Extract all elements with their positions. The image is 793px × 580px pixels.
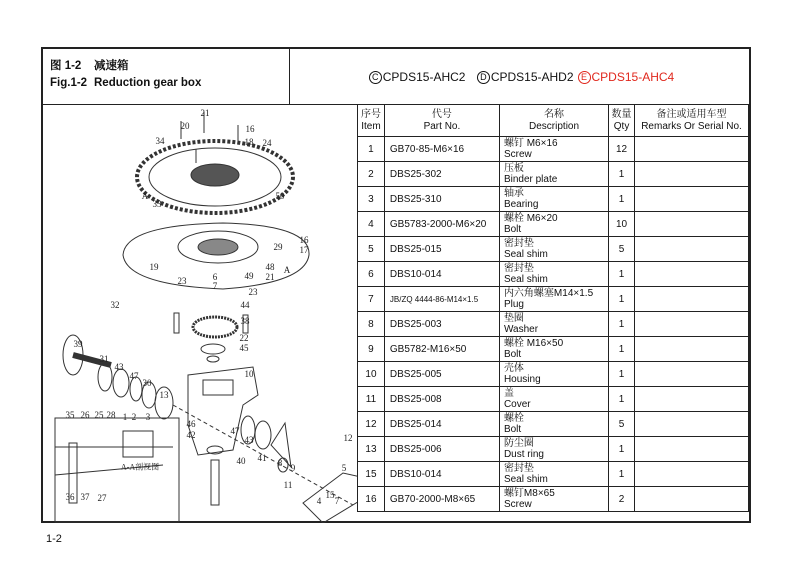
part-number: DBS10-014 [384,262,499,287]
remarks [634,212,748,237]
callout-number: 16 [245,124,255,134]
parts-table [357,104,749,512]
callout-number: 41 [257,453,267,463]
item-number: 11 [358,387,385,412]
remarks [634,137,748,162]
description: 螺钉 M6×16 Screw [499,137,608,162]
exploded-diagram [43,105,357,523]
col-part-no: 代号 Part No. [384,105,499,137]
table-row [358,462,749,487]
table-row [358,137,749,162]
callout-number: 24 [262,138,272,148]
table-row [358,187,749,212]
part-number: DBS25-005 [384,362,499,387]
part-number: DBS25-310 [384,187,499,212]
callout-number: 8 [277,458,283,468]
callout-number: 6 [212,272,218,282]
table-row [358,487,749,512]
callout-number: 50 [275,191,285,201]
callout-number: 35 [65,410,75,420]
title-cn: 减速箱 [94,60,129,72]
table-row [358,237,749,262]
part-number: DBS25-302 [384,162,499,187]
table-row [358,262,749,287]
callout-number: 37 [80,492,90,502]
table-row [358,212,749,237]
description: 螺栓 M16×50 Bolt [499,337,608,362]
model-list [290,49,749,105]
callout-number: 23 [248,287,258,297]
item-number: 3 [358,187,385,212]
remarks [634,362,748,387]
callout-number: 11 [283,480,293,490]
remarks [634,487,748,512]
page-number: 1-2 [46,533,62,545]
callout-number: 48 [265,262,275,272]
callout-number: 26 [80,410,90,420]
remarks [634,162,748,187]
quantity: 1 [609,287,635,312]
quantity: 1 [609,462,635,487]
remarks [634,337,748,362]
description: 螺钉M8×65 Screw [499,487,608,512]
quantity: 12 [609,137,635,162]
callout-number: 42 [186,430,196,440]
callout-number: 32 [110,300,120,310]
callout-number: 21 [265,272,275,282]
part-number: DBS25-003 [384,312,499,337]
callout-number: 16 [299,235,309,245]
title-en: Reduction gear box [94,77,202,89]
part-number: JB/ZQ 4444-86-M14×1.5 [384,287,499,312]
callout-number: 43 [244,435,254,445]
item-number: 2 [358,162,385,187]
quantity: 1 [609,337,635,362]
callout-number: 3 [145,412,151,422]
callout-number: 30 [142,378,152,388]
quantity: 5 [609,237,635,262]
callout-number: 4 [316,496,322,506]
callout-number: 45 [239,343,249,353]
callout-number: 20 [180,121,190,131]
callout-number: 28 [106,410,116,420]
callout-number: 29 [273,242,283,252]
callout-number: 9 [290,463,296,473]
callout-number: 18 [244,137,254,147]
callout-number: 7 [334,496,340,506]
remarks [634,437,748,462]
callout-number: 44 [240,300,250,310]
callout-number: 17 [299,245,309,255]
remarks [634,462,748,487]
col-qty: 数量 Qty [609,105,635,137]
callout-number: 40 [236,456,246,466]
section-view-label: A-A剖视图 [120,462,160,472]
callout-number: 43 [114,362,124,372]
item-number: 10 [358,362,385,387]
fig-number-cn: 图 1-2 [50,60,82,72]
description: 密封垫 Seal shim [499,462,608,487]
callout-number: 23 [177,276,187,286]
table-row [358,437,749,462]
col-remarks: 备注或适用车型 Remarks Or Serial No. [634,105,748,137]
callout-number: 13 [159,390,169,400]
item-number: 9 [358,337,385,362]
part-number: DBS25-008 [384,387,499,412]
part-number: GB70-85-M6×16 [384,137,499,162]
description: 密封垫 Seal shim [499,262,608,287]
quantity: 1 [609,437,635,462]
description: 垫圈 Washer [499,312,608,337]
callout-number: 21 [200,108,210,118]
quantity: 1 [609,262,635,287]
description: 轴承 Bearing [499,187,608,212]
remarks [634,187,748,212]
model-e: E CPDS15-AHC4 [578,70,675,84]
item-number: 4 [358,212,385,237]
callout-number: A [141,191,149,201]
callout-number: 7 [212,281,218,291]
quantity: 1 [609,312,635,337]
description: 螺栓 Bolt [499,412,608,437]
table-row [358,287,749,312]
description: 壳体 Housing [499,362,608,387]
callout-number: 15 [325,490,335,500]
description: 压板 Binder plate [499,162,608,187]
description: 螺栓 M6×20 Bolt [499,212,608,237]
item-number: 6 [358,262,385,287]
remarks [634,312,748,337]
callout-number: 49 [244,271,254,281]
table-row [358,387,749,412]
table-row [358,412,749,437]
item-number: 5 [358,237,385,262]
quantity: 1 [609,362,635,387]
callout-number: 31 [99,354,109,364]
description: 密封垫 Seal shim [499,237,608,262]
callout-number: A [283,265,291,275]
col-description: 名称 Description [499,105,608,137]
table-row [358,362,749,387]
item-number: 12 [358,412,385,437]
part-number: GB70-2000-M8×65 [384,487,499,512]
table-row [358,312,749,337]
item-number: 16 [358,487,385,512]
gearbox-drawing [43,105,357,523]
item-number: 15 [358,462,385,487]
item-number: 1 [358,137,385,162]
table-row [358,337,749,362]
callout-number: 47 [129,371,139,381]
callout-number: 36 [65,492,75,502]
part-number: DBS10-014 [384,462,499,487]
remarks [634,237,748,262]
part-number: DBS25-006 [384,437,499,462]
remarks [634,287,748,312]
callout-number: 12 [343,433,353,443]
col-item: 序号 Item [358,105,385,137]
figure-title [43,49,290,105]
item-number: 7 [358,287,385,312]
callout-number: 10 [244,369,254,379]
parts-sheet [41,47,751,523]
quantity: 1 [609,162,635,187]
part-number: GB5783-2000-M6×20 [384,212,499,237]
table-header [358,105,749,137]
callout-number: 22 [239,333,249,343]
item-number: 13 [358,437,385,462]
part-number: DBS25-015 [384,237,499,262]
model-d: D CPDS15-AHD2 [477,70,574,84]
table-row [358,162,749,187]
callout-number: 5 [341,463,347,473]
callout-number: 47 [230,426,240,436]
quantity: 5 [609,412,635,437]
callout-number: 46 [186,419,196,429]
callout-number: 39 [73,339,83,349]
callout-number: 1 [122,412,128,422]
callout-number: 25 [94,410,104,420]
quantity: 2 [609,487,635,512]
callout-number: 38 [240,316,250,326]
item-number: 8 [358,312,385,337]
remarks [634,262,748,287]
callout-number: 2 [131,412,137,422]
remarks [634,387,748,412]
remarks [634,412,748,437]
description: 盖 Cover [499,387,608,412]
callout-number: 33 [152,199,162,209]
description: 内六角螺塞M14×1.5 Plug [499,287,608,312]
quantity: 10 [609,212,635,237]
quantity: 1 [609,187,635,212]
part-number: DBS25-014 [384,412,499,437]
callout-number: 34 [155,136,165,146]
callout-number: 19 [149,262,159,272]
model-c: C CPDS15-AHC2 [369,70,466,84]
fig-number-en: Fig.1-2 [50,77,88,89]
callout-number: 27 [97,493,107,503]
quantity: 1 [609,387,635,412]
part-number: GB5782-M16×50 [384,337,499,362]
description: 防尘圈 Dust ring [499,437,608,462]
